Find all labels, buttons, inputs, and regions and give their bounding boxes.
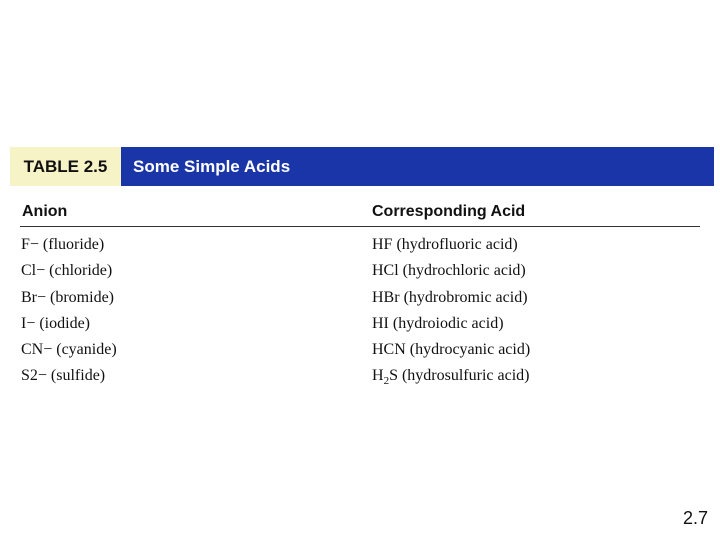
page-number: 2.7 bbox=[682, 508, 708, 528]
column-header-acid: Corresponding Acid bbox=[372, 203, 526, 220]
acid-formula-tail: S bbox=[389, 367, 398, 385]
acid-cell bbox=[372, 341, 530, 359]
table-row bbox=[0, 313, 720, 339]
acid-formula: HF bbox=[372, 236, 393, 253]
acid-cell bbox=[372, 236, 518, 254]
anion-cell: S2− (sulfide) bbox=[21, 367, 106, 385]
acid-formula: HCl bbox=[372, 262, 399, 280]
acid-name: (hydroiodic acid) bbox=[388, 314, 504, 332]
table-row bbox=[0, 287, 720, 313]
acid-cell bbox=[372, 262, 526, 280]
anion-cell: Cl− (chloride) bbox=[21, 262, 113, 280]
table-number: TABLE 2.5 bbox=[10, 147, 121, 186]
table-title: Some Simple Acids bbox=[121, 147, 714, 186]
acid-name: (hydrocyanic acid) bbox=[405, 341, 531, 359]
table-row bbox=[0, 260, 720, 286]
anion-cell: CN− (cyanide) bbox=[21, 341, 117, 359]
acid-cell bbox=[372, 367, 530, 388]
acid-formula: HI bbox=[372, 314, 389, 332]
anion-cell: F− (fluoride) bbox=[21, 236, 105, 253]
anion-cell: I− (iodide) bbox=[21, 314, 90, 332]
table-header bbox=[10, 147, 714, 186]
table-row bbox=[0, 234, 720, 260]
acid-name: (hydrosulfuric acid) bbox=[397, 367, 530, 385]
header-divider bbox=[20, 226, 700, 227]
acid-name: (hydrofluoric acid) bbox=[392, 236, 518, 253]
table-row bbox=[0, 339, 720, 365]
acid-name: (hydrobromic acid) bbox=[399, 288, 528, 306]
anion-cell: Br− (bromide) bbox=[21, 288, 114, 306]
table-row bbox=[0, 365, 720, 391]
acid-formula: HCN bbox=[372, 341, 406, 359]
acid-formula-subscript: 2 bbox=[383, 375, 390, 388]
table-body bbox=[0, 234, 720, 392]
acid-name: (hydrochloric acid) bbox=[398, 262, 526, 280]
acid-formula: H bbox=[372, 367, 384, 385]
column-header-anion: Anion bbox=[22, 203, 68, 220]
acid-cell bbox=[372, 289, 528, 307]
acid-cell bbox=[372, 315, 504, 333]
acid-formula: HBr bbox=[372, 288, 400, 306]
